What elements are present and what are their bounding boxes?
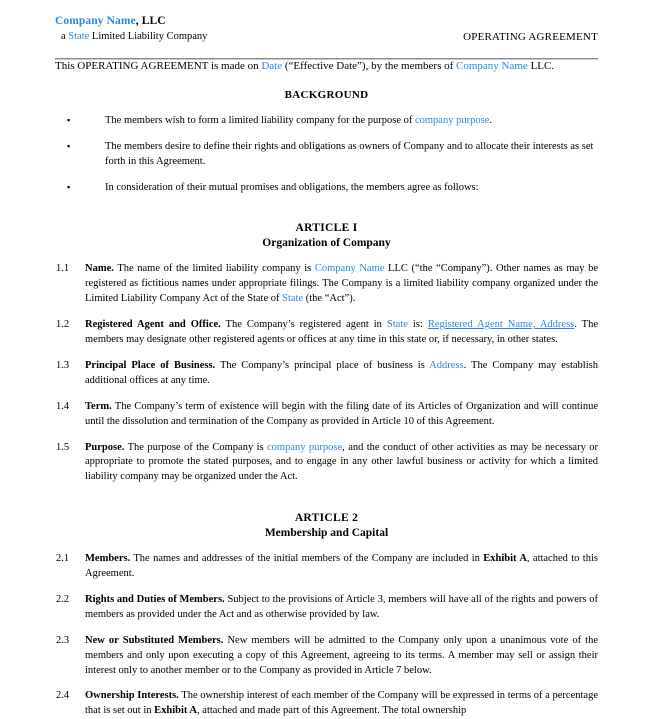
section-number: 1.3	[56, 359, 70, 371]
section-2-4	[55, 689, 598, 719]
intro-part3: LLC.	[527, 60, 555, 72]
section-number: 2.2	[56, 593, 70, 605]
section-1-2	[55, 318, 598, 348]
section-text-2: is:	[407, 319, 428, 331]
document-header	[0, 0, 652, 46]
company-purpose-placeholder[interactable]: company purpose	[414, 114, 490, 126]
address-placeholder[interactable]: Address	[429, 359, 464, 371]
section-title: Members.	[85, 553, 131, 565]
section-title: Name.	[85, 263, 114, 275]
article-heading-1	[55, 221, 598, 251]
list-item	[55, 181, 598, 196]
section-text-1: The Company’s principal place of business is	[215, 359, 430, 371]
section-number: 2.4	[56, 690, 70, 702]
section-text-1: New members will be admitted to the Company only upon a unanimous vote of the members and only upon executing a copy of this Agreement, agreeing to its terms. A member may sell or assign their interest only to another member or to the Company as provided in Article 7 below.	[85, 634, 598, 676]
section-text-1: The names and addresses of the initial members of the Company are included in	[130, 553, 484, 565]
section-number: 2.1	[56, 553, 70, 565]
section-number: 1.5	[56, 441, 70, 453]
list-item	[55, 140, 598, 170]
intro-company-placeholder[interactable]: Company Name	[456, 60, 528, 72]
section-text-1: The Company’s registered agent in	[220, 319, 387, 331]
section-text-3: (the “Act”).	[303, 293, 356, 305]
state-placeholder[interactable]: State	[282, 293, 304, 305]
document-body	[0, 59, 652, 719]
effective-date-placeholder[interactable]: Date	[261, 60, 283, 72]
company-name-placeholder[interactable]: Company Name	[55, 15, 136, 27]
list-item	[55, 114, 598, 129]
document-title: OPERATING AGREEMENT	[463, 31, 598, 43]
article-subtitle: Membership and Capital	[264, 527, 389, 540]
section-number: 1.4	[56, 400, 70, 412]
section-number: 1.2	[56, 319, 70, 331]
square-bullet-icon: ▪	[67, 181, 71, 192]
section-text-1: The Company’s term of existence will begin with the filing date of its Articles of Organization and will continue until the dissolution and termination of the Company as provided in Article 10 of this Agreement.	[85, 400, 598, 427]
section-title: Purpose.	[85, 441, 125, 453]
company-suffix: , LLC	[135, 15, 166, 27]
section-text-3: . The members may designate other registered agents or offices at any time in this state or, if necessary, in other states.	[85, 319, 599, 345]
intro-paragraph	[55, 59, 598, 74]
section-title: Principal Place of Business.	[85, 359, 216, 371]
section-title: New or Substituted Members.	[85, 634, 224, 646]
bullet-text-part1: The members wish to form a limited liability company for the purpose of	[105, 114, 415, 126]
section-text-1: Subject to the provisions of Article 3, members will have all of the rights and powers of members as provided under the Act and as otherwise provided by law.	[85, 593, 598, 620]
article-2-sections	[55, 552, 598, 719]
section-1-5	[55, 441, 598, 486]
section-text-2: . The Company may establish additional offices at any time.	[85, 359, 598, 386]
state-placeholder[interactable]: State	[68, 30, 90, 42]
background-bullet-list	[55, 114, 598, 196]
state-suffix: Limited Liability Company	[89, 30, 208, 42]
section-1-1	[55, 262, 598, 307]
state-placeholder[interactable]: State	[386, 319, 408, 331]
section-text-2: LLC (“the “Company”). Other names as may be registered as fictitious names under appropriate filings. The Company is a limited liability company organized under the Limited Liability Company Act of the State of	[85, 263, 598, 305]
exhibit-a-reference: Exhibit A	[154, 705, 198, 717]
square-bullet-icon: ▪	[67, 114, 71, 125]
section-2-1	[55, 552, 598, 582]
article-heading-2	[55, 511, 598, 541]
intro-part1: This OPERATING AGREEMENT is made on	[55, 60, 262, 72]
section-text-2: , and the conduct of other activities as may be necessary or appropriate to promote the stated purposes, and to engage in any other lawful business or activity for which a limited liability company may be organized under the Act.	[85, 441, 598, 483]
section-title: Registered Agent and Office.	[85, 319, 221, 331]
section-text-tail: , attached to this Agreement.	[85, 553, 598, 579]
bullet-text-part2: .	[489, 114, 492, 126]
article-1-sections	[55, 262, 598, 485]
section-text-1: The purpose of the Company is	[124, 441, 268, 453]
section-title: Rights and Duties of Members.	[85, 593, 225, 605]
square-bullet-icon: ▪	[67, 140, 71, 151]
article-number: ARTICLE I	[295, 222, 358, 235]
company-purpose-placeholder[interactable]: company purpose	[267, 441, 343, 453]
bullet-text-part1: In consideration of their mutual promises and obligations, the members agree as follows:	[105, 181, 479, 193]
company-name-placeholder[interactable]: Company Name	[314, 263, 385, 275]
section-2-3	[55, 634, 598, 679]
article-subtitle: Organization of Company	[262, 237, 391, 250]
intro-part2: (“Effective Date”), by the members of	[282, 60, 457, 72]
section-1-4	[55, 400, 598, 430]
company-name-line	[55, 14, 207, 30]
section-title: Ownership Interests.	[85, 690, 179, 702]
header-divider	[55, 58, 598, 60]
section-text-1: The ownership interest of each member of the Company will be expressed in terms of a percentage that is set out in	[85, 690, 598, 717]
section-1-3	[55, 359, 598, 389]
registered-agent-placeholder[interactable]: Registered Agent Name, Address	[427, 319, 575, 331]
section-text-1: The name of the limited liability company is	[113, 263, 315, 275]
state-prefix: a	[61, 30, 69, 42]
article-number: ARTICLE 2	[294, 512, 359, 525]
header-company-block	[55, 14, 207, 44]
section-number: 1.1	[56, 263, 70, 275]
background-heading: BACKGROUND	[284, 88, 369, 101]
section-text-tail: , attached and made part of this Agreement. The total ownership	[197, 705, 467, 717]
section-2-2	[55, 593, 598, 623]
bullet-text-part1: The members desire to define their rights and obligations as owners of Company and to allocate their interests as set forth in this Agreement.	[105, 140, 594, 167]
section-title: Term.	[85, 400, 112, 412]
section-number: 2.3	[56, 634, 70, 646]
company-state-line	[55, 30, 207, 44]
exhibit-a-reference: Exhibit A	[483, 553, 527, 565]
